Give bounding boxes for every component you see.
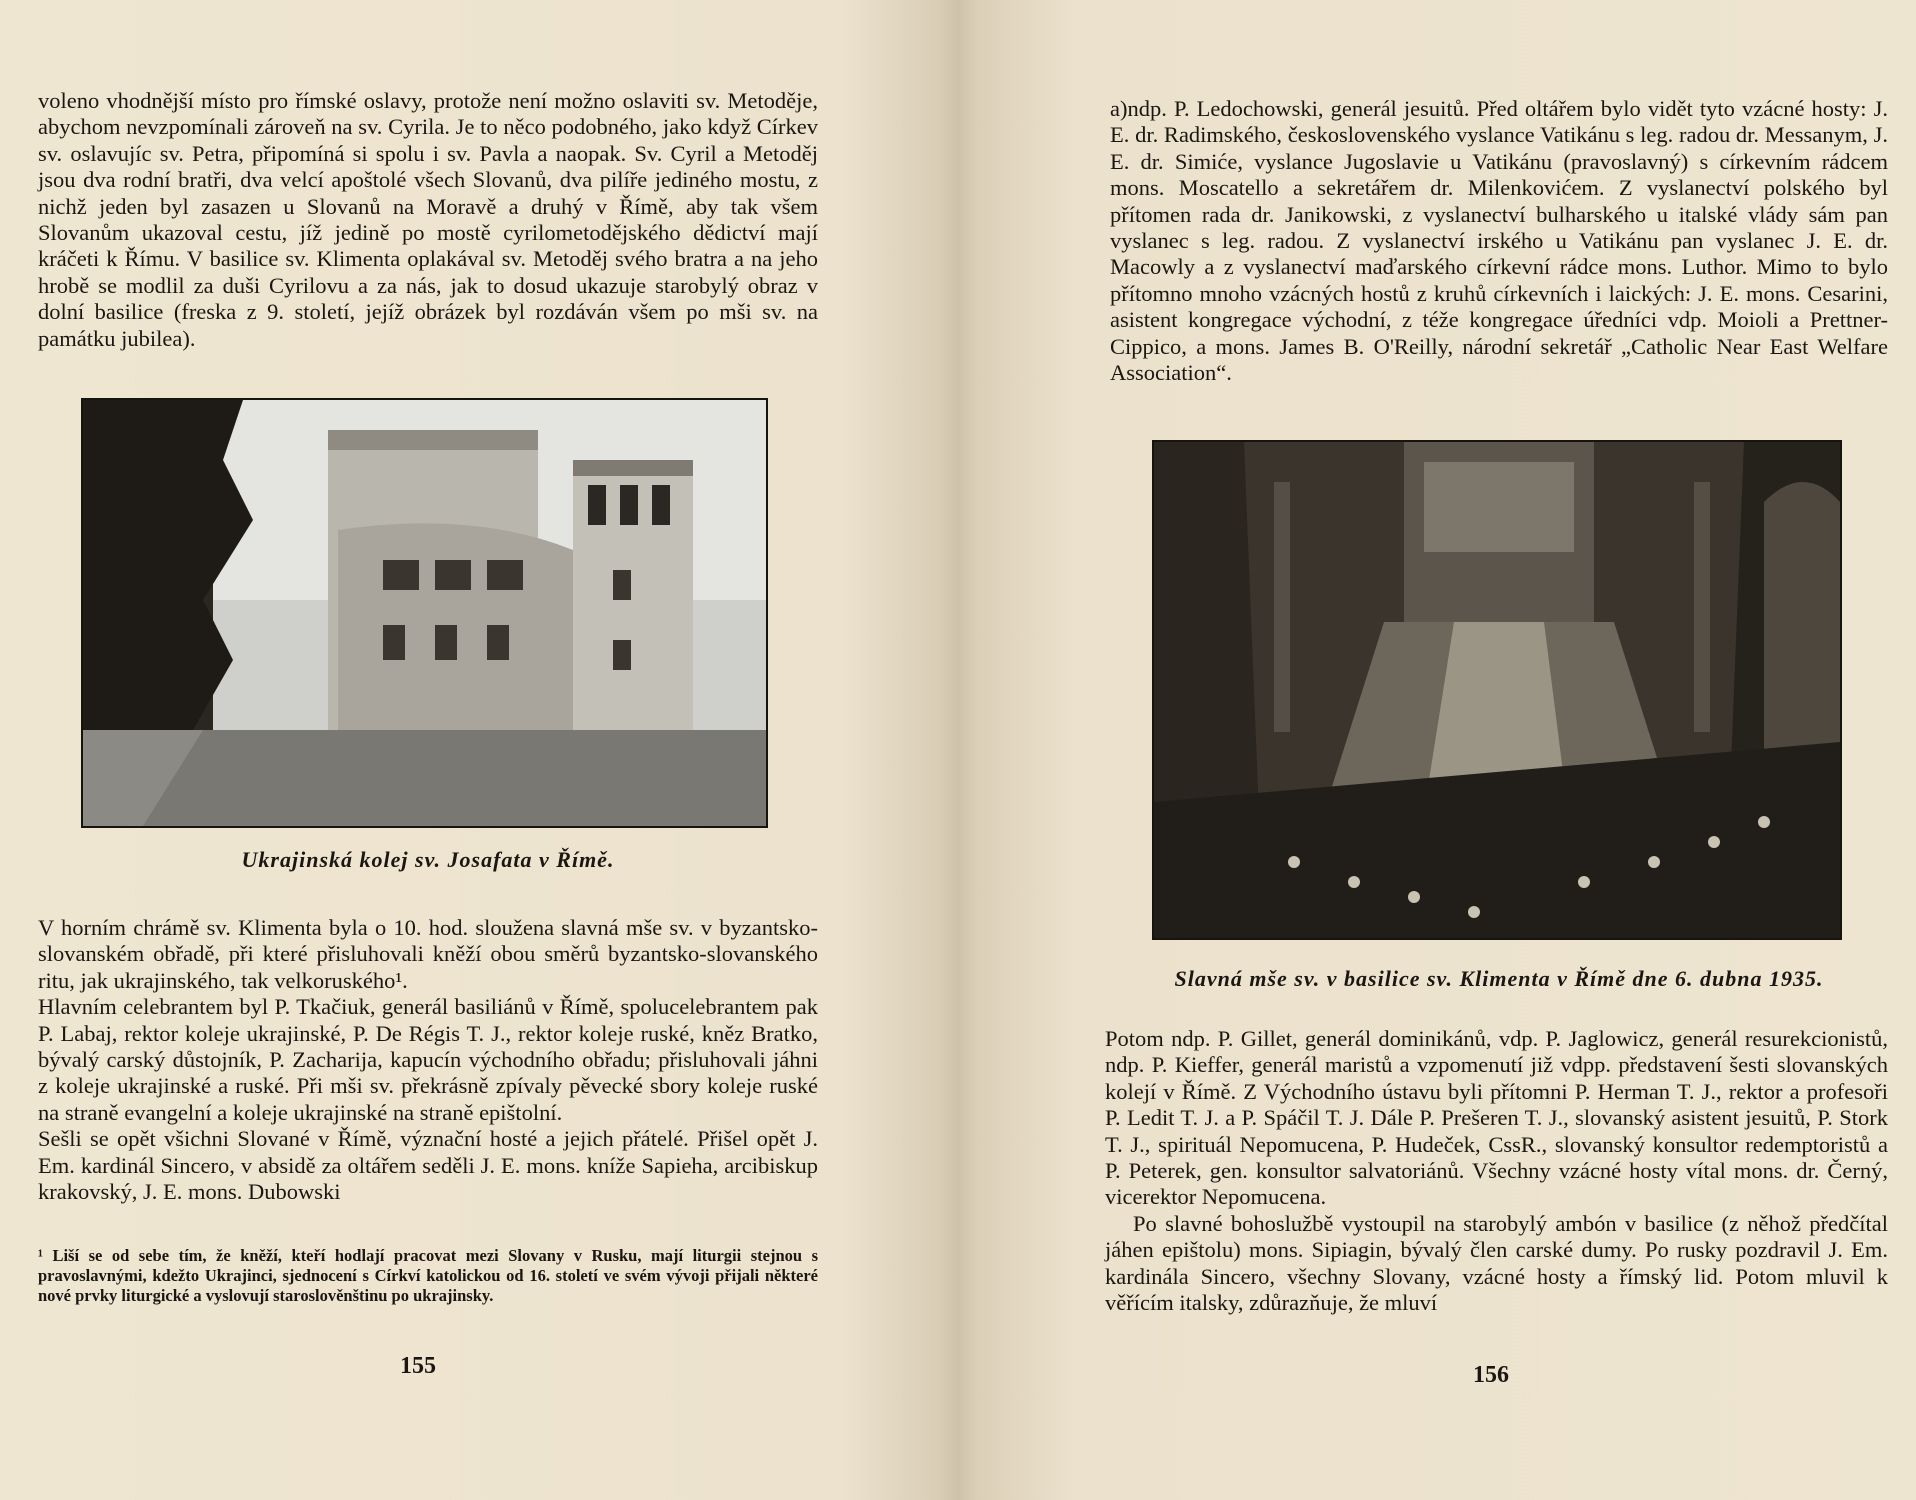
- left-page: [38, 0, 818, 1500]
- page-number-right: 156: [1473, 1362, 1509, 1388]
- left-paragraph: Hlavním celebrantem byl P. Tkačiuk, generál basiliánů v Římě, spolucelebrantem pak P. Labaj, rektor koleje ukrajinské, P. De Régis T. J., rektor koleje ruské, kněz Bratko, bývalý carský důstojník, P. Zacharija, kapucín východního obřadu; přisluhovali jáhni z koleje ukrajinské a ruské. Při mši sv. překrásně zpívaly pěvecké sbory koleje ruské na straně evangelní a koleje ukrajinské na straně epištolní.: [38, 994, 818, 1125]
- right-top-text: [1110, 96, 1888, 386]
- left-bottom-text: [38, 915, 818, 1205]
- left-top-text: [38, 88, 818, 352]
- right-paragraph: Potom ndp. P. Gillet, generál dominikánů, vdp. P. Jaglowicz, generál resurekcionistů, ndp. P. Kieffer, generál maristů a vzpomenutí již vdpp. představení šesti slovanských kolejí v Římě. Z Východního ústavu byli přítomni P. Herman T. J., rektor a profesoři P. Ledit T. J. a P. Spáčil T. J. Dále P. Prešeren T. J., slovanský asistent jesuitů, P. Stork T. J., spirituál Nepomucena, P. Hudeček, CssR., slovanský konsultor redemptoristů a P. Peterek, gen. konsultor salvatoriánů. Všechny vzácné hosty vítal mons. dr. Černý, vicerektor Nepomucena.: [1105, 1026, 1888, 1210]
- left-paragraph: voleno vhodnější místo pro římské oslavy, protože není možno oslaviti sv. Metoděje, abychom nevzpomínali zároveň na sv. Cyrila. Je to něco podobného, jako když Církev sv. oslavujíc sv. Petra, připomíná si spolu i sv. Pavla a naopak. Sv. Cyril a Metoděj jsou dva rodní bratři, dva velcí apoštolé všech Slovanů, dva pilíře jediného mostu, z nichž jeden byl zasazen u Slovanů na Moravě a druhý v Římě, aby tak všem Slovanům ukazoval cestu, jíž jedině po mostě cyrilometodějského dědictví mají kráčeti k Římu. V basilice sv. Klimenta oplakával sv. Metoděj svého bratra a na jeho hrobě se modlil za duši Cyrilovu a za nás, jak to dosud ukazuje starobylý obraz v dolní basilice (freska z 9. století, jejíž obrázek byl rozdáván všem po mši sv. na památku jubilea).: [38, 88, 818, 351]
- right-bottom-text: [1105, 1026, 1888, 1316]
- basilica-illustration: [1154, 442, 1840, 938]
- left-paragraph: Sešli se opět všichni Slované v Římě, význační hosté a jejich přátelé. Přišel opět J. Em. kardinál Sincero, v absidě za oltářem seděli J. E. mons. kníže Sapieha, arcibiskup krakovský, J. E. mons. Dubowski: [38, 1126, 818, 1205]
- footnote-text: ¹ Liší se od sebe tím, že kněží, kteří hodlají pracovat mezi Slovany v Rusku, mají liturgii stejnou s pravoslavnými, kdežto Ukrajinci, sjednocení s Církví katolickou od 16. století ve svém vývoji přijali některé nové prvky liturgické a vyslovují staroslověnštinu po ukrajinsky.: [38, 1246, 818, 1305]
- figure-caption-right: Slavná mše sv. v basilice sv. Klimenta v Římě dne 6. dubna 1935.: [1174, 966, 1824, 991]
- figure-caption-left: Ukrajinská kolej sv. Josafata v Římě.: [241, 847, 615, 872]
- photo-basilica-mass: [1152, 440, 1842, 940]
- footnote: [38, 1246, 818, 1306]
- building-illustration: [83, 400, 766, 826]
- right-paragraph: Po slavné bohoslužbě vystoupil na starobylý ambón v basilice (z něhož předčítal jáhen epištolu) mons. Sipiagin, bývalý člen carské dumy. Po rusky pozdravil J. Em. kardinála Sincero, všechny Slovany, vzácné hosty a římský lid. Potom mluvil k věřícím italsky, zdůrazňuje, že mluví: [1105, 1210, 1888, 1316]
- photo-ukrainian-college: [81, 398, 768, 828]
- right-page: [1100, 0, 1890, 1500]
- right-paragraph: a)ndp. P. Ledochowski, generál jesuitů. Před oltářem bylo vidět tyto vzácné hosty: J. E. dr. Radimského, československého vyslance Vatikánu s leg. radou dr. Messanym, J. E. dr. Simiće, vyslance Jugoslavie u Vatikánu (pravoslavný) s církevním rádcem mons. Moscatello a sekretářem dr. Milenkovićem. Z vyslanectví polského byl přítomen rada dr. Janikowski, z vyslanectví bulharského u italské vlády sám pan vyslanec s leg. radou. Z vyslanectví irského u Vatikánu pan vyslanec J. E. dr. Macowly a z vyslanectví maďarského církevní rádce mons. Luthor. Mimo to bylo přítomno mnoho vzácných hostů z kruhů církevních i laických: J. E. mons. Cesarini, asistent kongregace východní, z téže kongregace úředníci vdp. Moioli a Prettner-Cippico, a mons. James B. O'Reilly, národní sekretář „Catholic Near East Welfare Association“.: [1110, 96, 1888, 386]
- left-paragraph: V horním chrámě sv. Klimenta byla o 10. hod. sloužena slavná mše sv. v byzantsko-slovanském obřadě, při které přisluhovali kněží obou směrů byzantsko-slovanského ritu, jak ukrajinského, tak velkoruského¹.: [38, 915, 818, 993]
- page-number-left: 155: [400, 1353, 436, 1379]
